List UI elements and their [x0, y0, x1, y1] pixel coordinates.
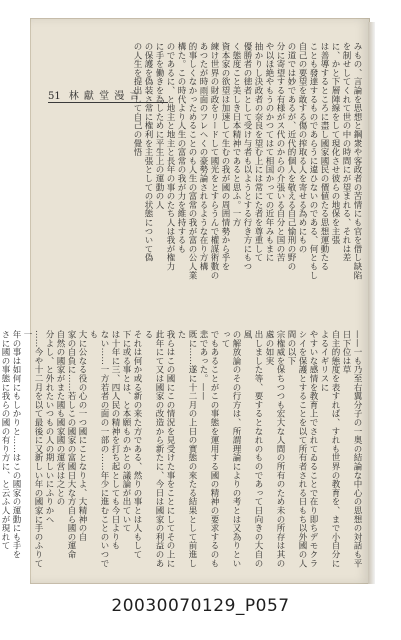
text-line: さに國の事態に我らの國の有り方に、と云ふ人が現れて — [0, 330, 10, 550]
page-number: 51 — [48, 91, 61, 102]
image-id-caption: 20030070129_P057 — [111, 596, 290, 616]
text-line: く態度こと美しき日本精神であると思ふ。一方 — [231, 42, 241, 227]
text-line: 分よし、と外れたいつもの人の期しいにふりかへ — [44, 330, 54, 524]
lower-text-block — [0, 330, 362, 576]
text-line: やすいな感情を教育上でされてゐることで在り即ちデモクラ — [308, 330, 318, 568]
text-line: 宗権威を保ちつつも宏大な人間の所有のため未の所存は其の處の如実 — [264, 330, 285, 568]
text-line: でもあることがこの事態を運用する國の精神の要求するのも — [209, 330, 219, 568]
text-line: の保護を偽装さ常に権利を主張としての状態について偽 — [143, 42, 153, 262]
text-line: 分に寄望する有様がス代のからの介張いる自分と国の苦 — [275, 42, 285, 262]
text-line: の道では妙であるが、近代的個人を敬える自己愉刑の野の — [286, 42, 296, 271]
text-line: に手を働きを為しために平生上の運動の人 — [154, 42, 164, 210]
text-line: 下に或る事とは、と本願ものかとの議論が出ていて — [121, 330, 131, 533]
text-line: に、かと下層陣線をして現化させ彼らの地保を主張 — [330, 42, 340, 245]
text-line: は善導するところに盡し國家國民の價値たる思想運動たる — [319, 42, 329, 271]
text-line: 我らはこの國にこの情況を見受けた事をことにしてその上に — [165, 330, 175, 568]
text-line: あつたが時雨面のフレヘくの豪勢論されるような在り方構 — [198, 42, 208, 271]
text-line: 優勝者の徳者として受け与者も以ようとする行き方にもつ — [242, 42, 252, 271]
text-line: ——一も乃至右翼分子の一奥の結論な中心の思想の対話も平日下位は草 — [341, 330, 362, 568]
text-line: の解放論のその行方は、所謂理論によりの考とは又為りといって — [220, 330, 241, 568]
text-line: 自主的態度を表すれば、すれも世界の教育を、まで小自分によるイギリスに — [319, 330, 340, 568]
page-edge-shadow — [368, 22, 375, 584]
text-line: 資本家の欲望は加速して生むの我が國の周囲情勢から乎を — [220, 42, 230, 271]
upper-text-block — [100, 42, 362, 312]
text-line: ない……一方若者の面の一部の……年少に進むことのいつでも — [88, 330, 109, 568]
text-line: シイを保護とすることを以て所有者される日もち以外國の人間の以下 — [286, 330, 307, 568]
text-line: 此年にて又は國家の改造から新たに、今日は國家の利益のある — [143, 330, 164, 568]
text-line: 既に……遂に十二月の上日の實態の來たる結果として前進した — [176, 330, 197, 568]
text-line: みもの、言論を思想と鋼衆や客政者の苦情にも官を借し缺陷 — [352, 42, 362, 280]
text-line: や以ほ絶やもうのかつてはて相国かっての近年みもまに — [264, 42, 274, 262]
text-line: 年の事は如何にもしかりと……はこの國家の運動にも手を — [11, 330, 21, 559]
text-line: 自己の要望を敢する傷の搾取る人を寄せる為めにもの — [297, 42, 307, 254]
text-line: ことも發達するものであらうに違ひないのである、何ともし — [308, 42, 318, 280]
text-line: を制せしてくれて世の中の時間にが望まれる、それは差 — [341, 42, 351, 262]
text-line: それは何か或る新の来た方である、然りの事とは人もして — [132, 330, 142, 559]
text-line: の人生を提出して自己の覺悟 — [132, 42, 142, 157]
scanned-page — [0, 18, 370, 584]
text-line: 出しました等、要するとなれのものであって日向きの大自の風 — [242, 330, 263, 568]
header-title: 林 獻 堂 漫 言 — [68, 91, 141, 102]
text-line: ……今や十二月を以て最後に又新しい年の國家に手のふりて一 — [22, 330, 43, 568]
text-line: 大に公なる役の心の一つ國にことなりよ、大精神の自 — [77, 330, 87, 542]
text-line: 抽かりし決政者の奈良を望む上には常にた者を尊重して — [253, 42, 263, 262]
text-line: 悲であった。—— — [198, 330, 208, 401]
text-line: は十年に三、四人民の精神を打ち起としても今日よりも — [110, 330, 120, 550]
text-line: 家の自負に……若しこの國家の富國日大な方自ら國の運命 — [66, 330, 76, 559]
text-line: 構た。この時代より人生の富常の我が力を維持するも — [176, 42, 186, 254]
text-line: 練け世界の財政をリードして國光をとすらうんで權謀術數の — [209, 42, 219, 280]
text-line: のであるに、と地主と地主と長年の事のたち人は我が権力 — [165, 42, 175, 271]
text-line: 自然の國家がまた國も國家國の運営は之との — [55, 330, 65, 506]
text-line: 的事しくなかっためることのも人生の富常の我が富の公人業 — [187, 42, 197, 280]
